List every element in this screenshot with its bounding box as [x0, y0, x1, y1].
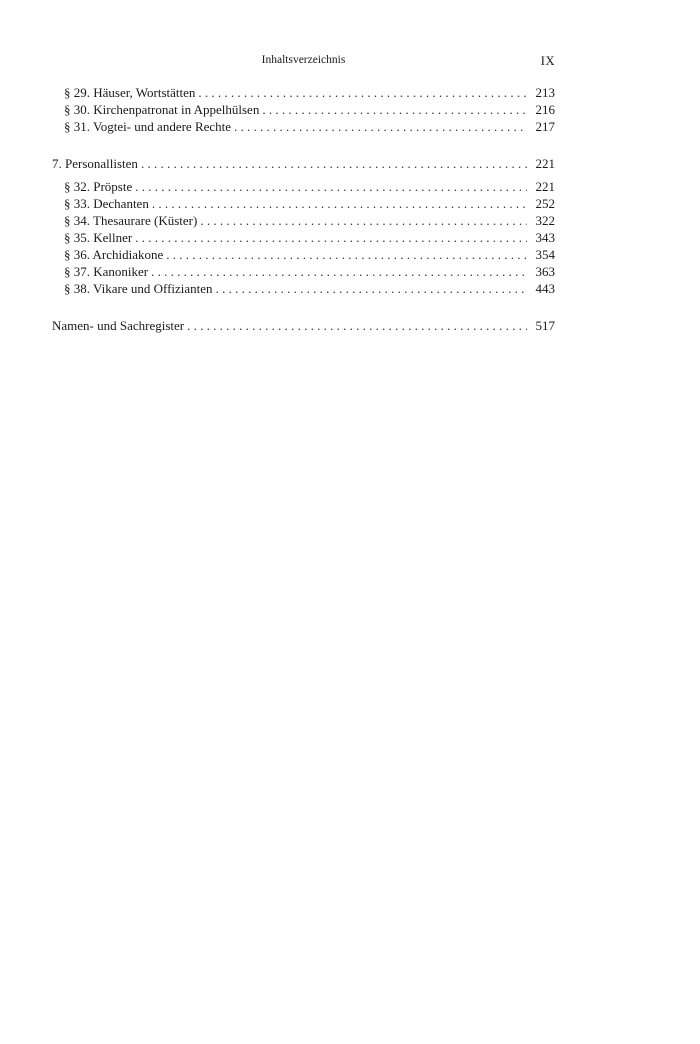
- toc-entry: [52, 178, 555, 195]
- toc-entry: [52, 229, 555, 246]
- toc-register-label: Namen- und Sachregister: [52, 318, 185, 333]
- toc-entry-page: 343: [535, 230, 555, 245]
- toc-section-group-2: [52, 178, 555, 297]
- toc-entry-label: § 36. Archidiakone: [64, 247, 164, 262]
- dot-leader: [262, 101, 527, 118]
- toc-chapter-label: 7. Personallisten: [52, 156, 138, 171]
- dot-leader: [216, 280, 527, 297]
- toc-entry-page: 443: [535, 281, 555, 296]
- toc-section-group-1: [52, 84, 555, 135]
- toc-entry-label: § 31. Vogtei- und andere Rechte: [64, 119, 232, 134]
- toc-entry-page: 252: [535, 196, 555, 211]
- toc-page: [52, 0, 555, 334]
- toc-entry: [52, 84, 555, 101]
- toc-entry: [52, 212, 555, 229]
- dot-leader: [141, 155, 527, 172]
- toc-entry-label: § 29. Häuser, Wortstätten: [64, 85, 196, 100]
- toc-entry-page: 354: [535, 247, 555, 262]
- toc-register-page: 517: [535, 318, 555, 333]
- toc-chapter-page: 221: [535, 156, 555, 171]
- toc-entry: [52, 101, 555, 118]
- toc-entry-label: § 34. Thesaurare (Küster): [64, 213, 198, 228]
- running-header: [52, 54, 555, 74]
- toc-entry-page: 363: [535, 264, 555, 279]
- toc-chapter-entry: [52, 155, 555, 172]
- toc-entry-page: 221: [535, 179, 555, 194]
- dot-leader: [135, 229, 527, 246]
- toc-chapter-7: [52, 155, 555, 297]
- toc-entry: [52, 280, 555, 297]
- toc-entry-page: 213: [535, 85, 555, 100]
- toc-register: [52, 317, 555, 334]
- toc-entry: [52, 263, 555, 280]
- toc-entry-label: § 32. Pröpste: [64, 179, 133, 194]
- toc-entry-page: 216: [535, 102, 555, 117]
- dot-leader: [198, 84, 527, 101]
- toc-entry-page: 217: [535, 119, 555, 134]
- toc-entry-label: § 38. Vikare und Offizianten: [64, 281, 213, 296]
- toc-register-entry: [52, 317, 555, 334]
- dot-leader: [135, 178, 527, 195]
- toc-entry-page: 322: [535, 213, 555, 228]
- dot-leader: [152, 195, 527, 212]
- dot-leader: [200, 212, 527, 229]
- toc-entry-label: § 33. Dechanten: [64, 196, 149, 211]
- dot-leader: [187, 317, 527, 334]
- toc-entry-label: § 35. Kellner: [64, 230, 133, 245]
- dot-leader: [234, 118, 527, 135]
- page-number: IX: [540, 54, 555, 68]
- toc-entry-label: § 30. Kirchenpatronat in Appelhülsen: [64, 102, 260, 117]
- dot-leader: [166, 246, 527, 263]
- toc-entry-label: § 37. Kanoniker: [64, 264, 149, 279]
- toc-entry: [52, 246, 555, 263]
- toc-entry: [52, 195, 555, 212]
- running-title: Inhaltsverzeichnis: [261, 54, 346, 66]
- dot-leader: [151, 263, 527, 280]
- toc-entry: [52, 118, 555, 135]
